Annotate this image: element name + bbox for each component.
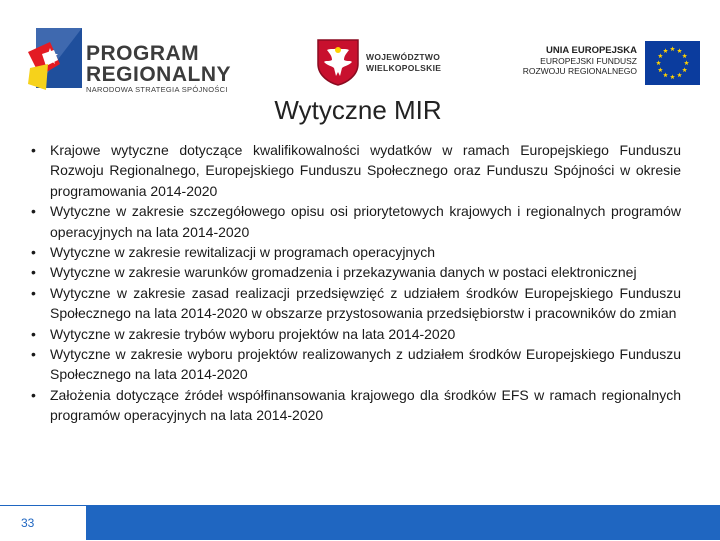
- bullet-icon: •: [31, 244, 36, 261]
- list-item: • Wytyczne w zakresie szczegółowego opisu osi priorytetowych krajowych i regionalnych programów operacyjnych na lata 2014-2020: [31, 203, 681, 240]
- wielkopolska-logo-line2: WIELKOPOLSKIE: [366, 63, 442, 73]
- eu-logo-line3: ROZWOJU REGIONALNEGO: [522, 66, 637, 76]
- page-number-box: [0, 505, 86, 541]
- bullet-icon: •: [31, 346, 36, 363]
- list-item: • Wytyczne w zakresie zasad realizacji przedsięwzięć z udziałem środków Europejskiego Funduszu Społecznego na lata 2014-2020 w obszarze przystosowania przedsiębiorstw i pracowników do zmian: [31, 284, 681, 322]
- page-number: 33: [21, 516, 35, 530]
- eu-flag-icon: [645, 41, 700, 85]
- footer-blue-bar: [86, 505, 720, 540]
- eu-logo: [495, 41, 700, 91]
- bullet-icon: •: [31, 386, 36, 403]
- list-item: • Wytyczne w zakresie trybów wyboru projektów na lata 2014-2020: [28, 324, 681, 344]
- footer-bar: [0, 505, 720, 540]
- page-title: Wytyczne MIR: [274, 95, 442, 125]
- list-item: • Wytyczne w zakresie wyboru projektów realizowanych z udziałem środków Europejskiego Funduszu Społecznego na lata 2014-2020: [31, 346, 681, 383]
- program-logo-line2: REGIONALNY: [86, 63, 232, 86]
- list-item: • Wytyczne w zakresie rewitalizacji w programach operacyjnych: [28, 242, 681, 262]
- eu-logo-line1: UNIA EUROPEJSKA: [546, 45, 637, 56]
- list-item: • Wytyczne w zakresie warunków gromadzenia i przekazywania danych w postaci elektronicznej: [28, 262, 681, 282]
- program-logo-line1: PROGRAM: [86, 42, 200, 65]
- bullet-icon: •: [31, 203, 36, 220]
- guidelines-list: [28, 140, 681, 426]
- list-item: • Założenia dotyczące źródeł współfinansowania krajowego dla środków EFS w ramach regionalnych programów operacyjnych na lata 2014-2020: [31, 386, 681, 424]
- bullet-icon: •: [31, 284, 36, 301]
- bullet-icon: •: [31, 264, 36, 281]
- header-logos: [0, 0, 720, 100]
- eu-logo-text: [523, 45, 637, 76]
- eu-logo-line2: EUROPEJSKI FUNDUSZ: [540, 56, 637, 66]
- program-logo-subtitle: NARODOWA STRATEGIA SPÓJNOŚCI: [86, 85, 228, 94]
- program-regionalny-logo: [28, 24, 250, 96]
- bullet-icon: •: [31, 325, 36, 342]
- program-regionalny-emblem-icon: [28, 24, 84, 94]
- bullet-icon: •: [31, 142, 36, 158]
- wielkopolska-logo: [316, 38, 456, 88]
- wielkopolska-shield-icon: [316, 38, 360, 86]
- list-item: • Krajowe wytyczne dotyczące kwalifikowalności wydatków w ramach Europejskiego Funduszu Rozwoju Regionalnego, Europejskiego Funduszu Społecznego oraz Funduszu Spójności w okresie programowania 2014-2020: [31, 142, 681, 199]
- wielkopolska-logo-line1: WOJEWÓDZTWO: [366, 52, 441, 62]
